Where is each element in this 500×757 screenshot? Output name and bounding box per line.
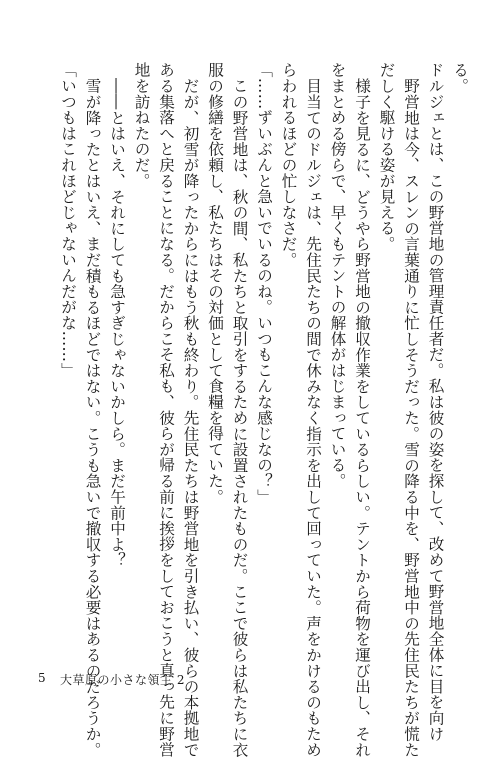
text-line: この野営地は、秋の間、私たちと取引をするために設置されたものだ。ここで彼らは私たちに衣 — [230, 77, 249, 757]
text-line: 「……ずいぶんと急いでいるのね。いつもこんな感じなの？」 — [255, 62, 273, 505]
text-line: をまとめる傍らで、早くもテントの解体がはじまっている。 — [328, 62, 347, 489]
text-line: 様子を見るに、どうやら野営地の撤収作業をしているらしい。テントから荷物を運び出し、それ — [353, 77, 371, 757]
text-line: ある集落へと戻ることになる。だからこそ私も、彼らが帰る前に挨拶をしておこうと真っ先に野営 — [157, 62, 175, 757]
text-line: 目当てのドルジェは、先住民たちの間で休みなく指示を出して回っていた。声をかけるのもため — [304, 77, 322, 757]
page-number: 5 — [38, 671, 46, 685]
book-title: 大草原の小さな領主 2 — [60, 673, 185, 687]
text-line: 地を訪ねたのだ。 — [132, 62, 151, 189]
text-line: だが、初雪が降ったからにはもう秋も終わり。先住民たちは野営地を引き払い、彼らの本拠地で — [181, 77, 200, 757]
text-line: ――とはいえ、それにしても急すぎじゃないかしら。まだ午前中よ？ — [108, 77, 126, 568]
text-line: 野営地は今、スレンの言葉通りに忙しそうだった。雪の降る中を、野営地中の先住民たちが慌た — [402, 77, 420, 757]
text-line: だしく駆ける姿が見える。 — [377, 62, 396, 252]
text-line: る。 — [451, 62, 469, 94]
text-line: 雪が降ったとはいえ、まだ積もるほどではない。こうも急いで撤収する必要はあるのだろうか。 — [83, 77, 102, 757]
text-line: 「いつもはこれほどじゃないんだがな……」 — [59, 62, 77, 378]
page-footer — [0, 671, 500, 691]
text-line: らわれるほどの忙しなさだ。 — [279, 62, 298, 268]
text-line: ドルジェとは、この野営地の管理責任者だ。私は彼の姿を探して、改めて野営地全体に目を向け — [426, 62, 445, 742]
text-line: 服の修繕を依頼し、私たちはその対価として食糧を得ていた。 — [206, 62, 224, 505]
